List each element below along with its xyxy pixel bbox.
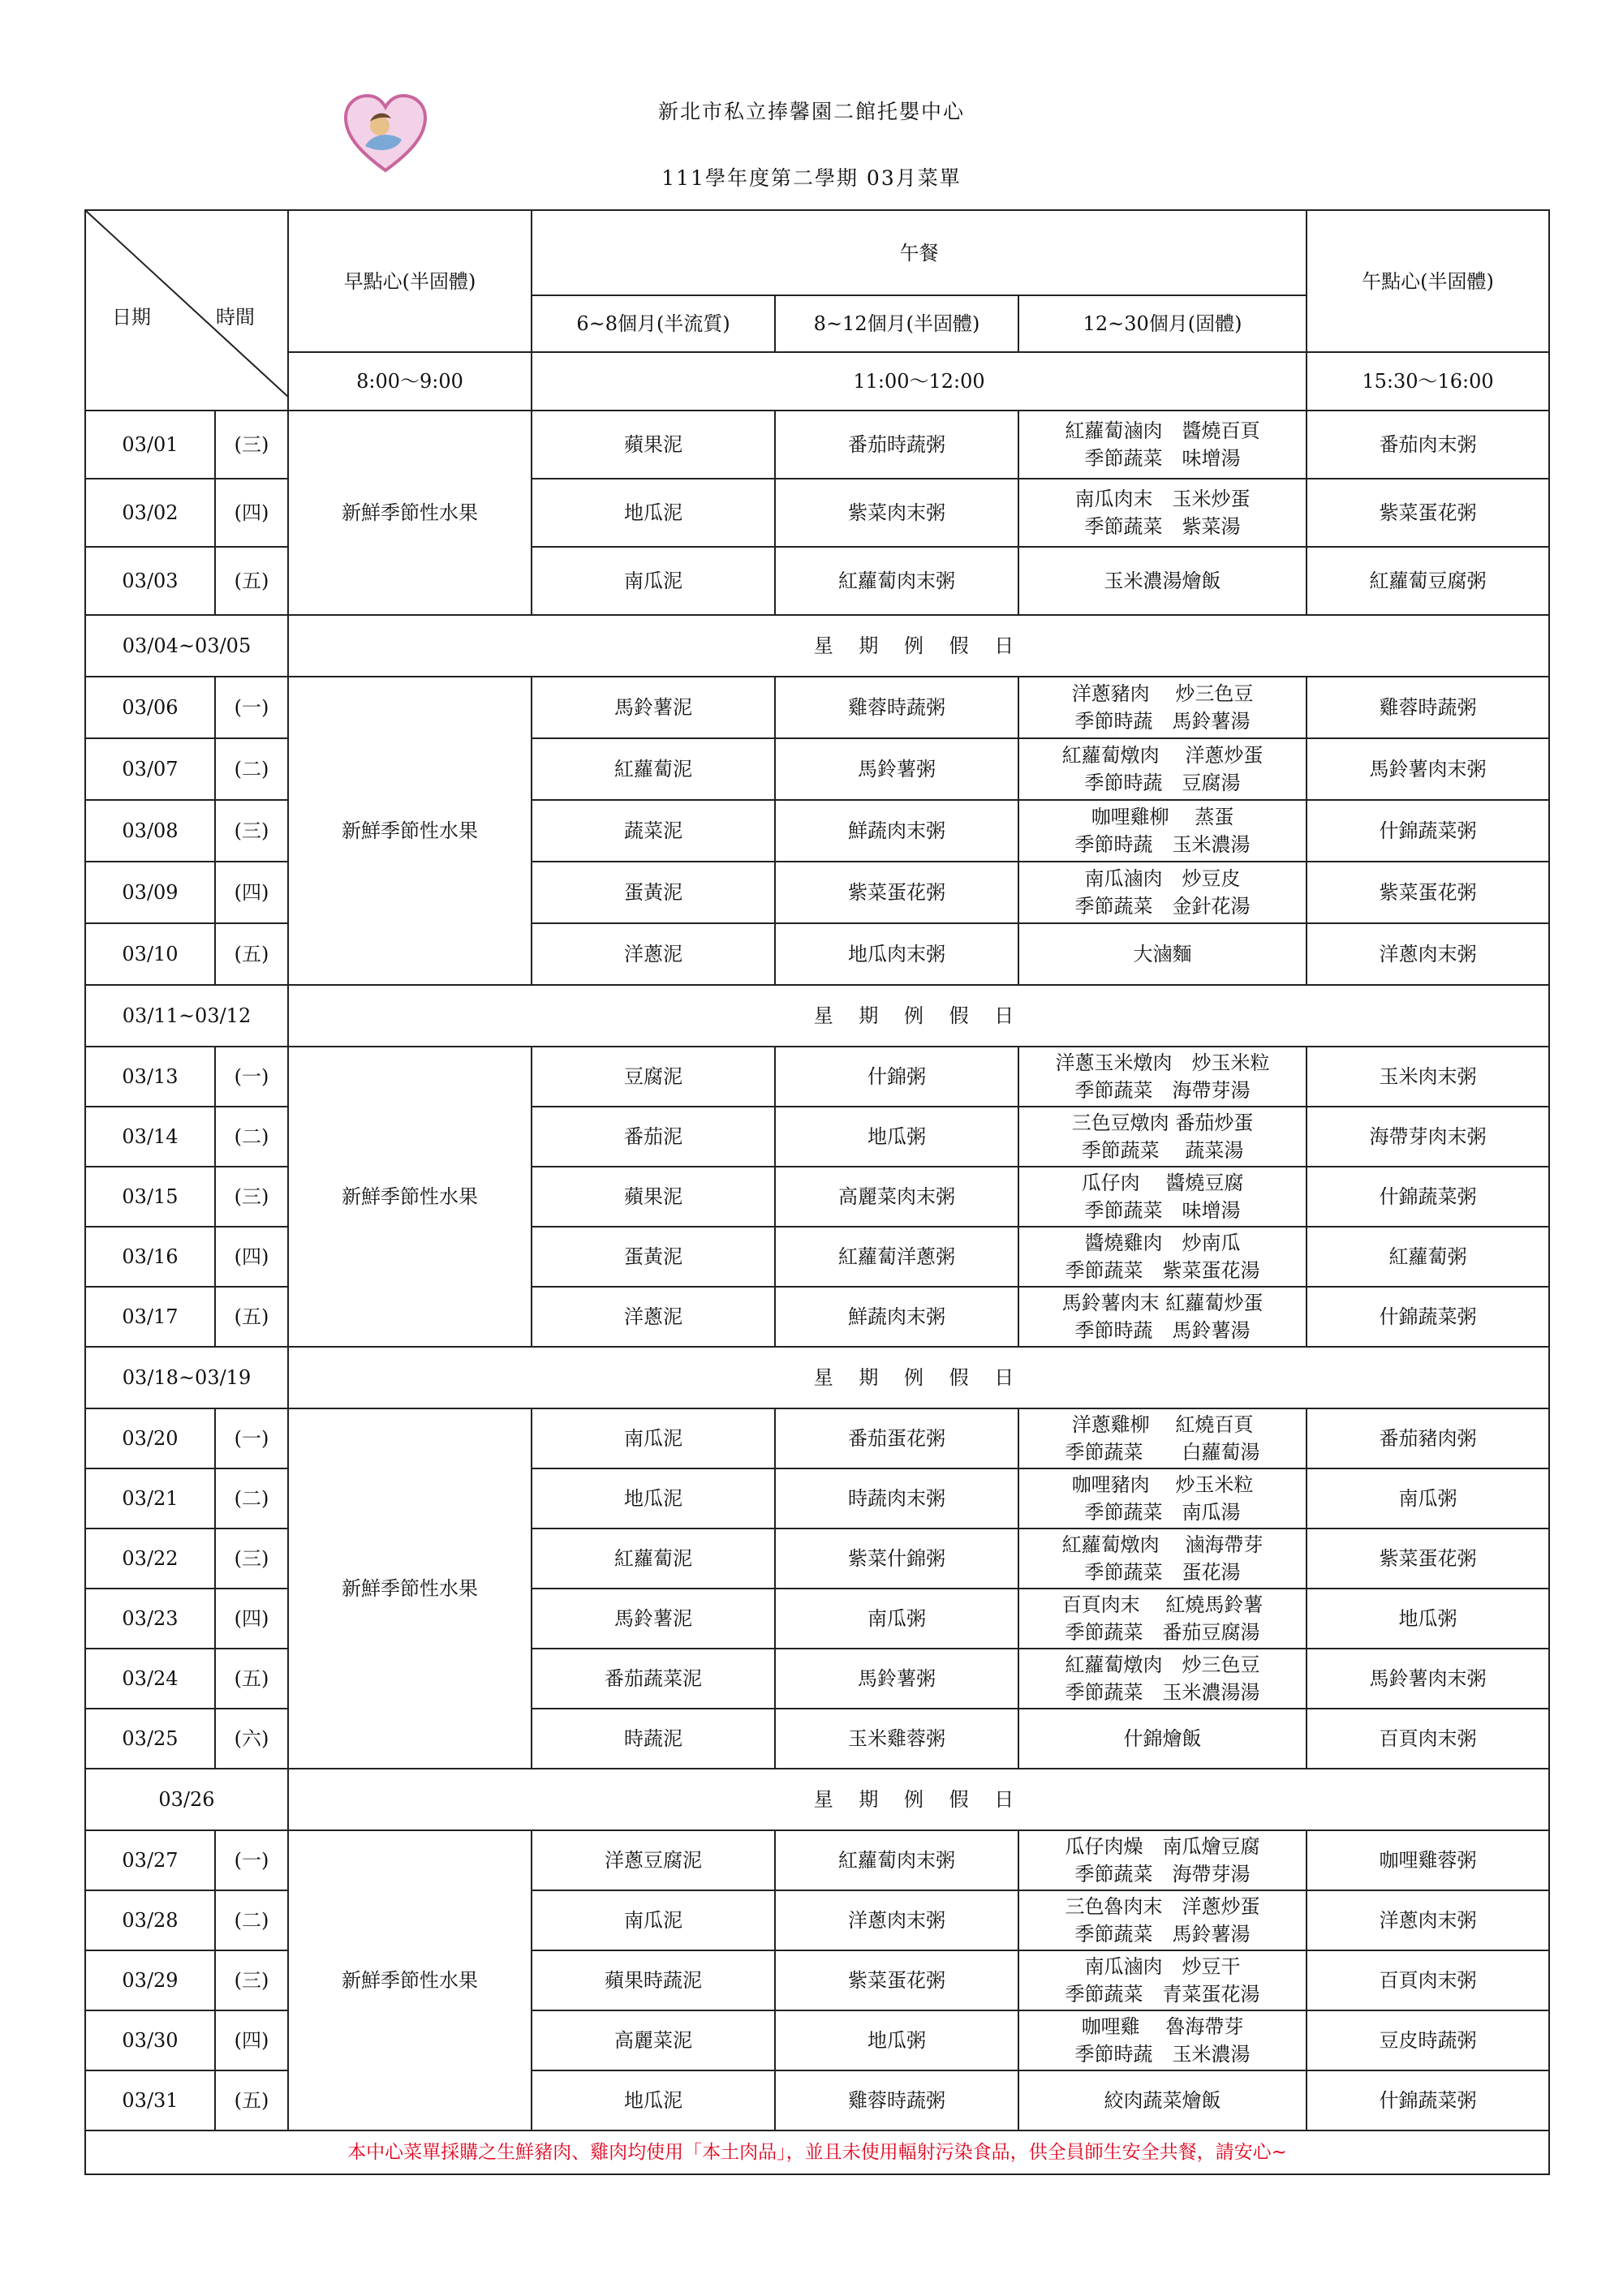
dish-line: 瓜仔肉 醬燒豆腐 — [1081, 1172, 1244, 1194]
holiday-label: 星 期 例 假 日 — [288, 615, 1549, 677]
breakfast-cell: 新鮮季節性水果 — [288, 1408, 532, 1769]
lunch-8-12-cell: 玉米雞蓉粥 — [775, 1709, 1018, 1769]
dish-line: 季節時蔬 馬鈴薯湯 — [1074, 1319, 1251, 1342]
lunch-8-12-cell: 地瓜肉末粥 — [775, 923, 1018, 985]
lunch-8-12-cell: 馬鈴薯粥 — [775, 1649, 1018, 1709]
dish-line: 季節蔬菜 青菜蛋花湯 — [1065, 1983, 1260, 2006]
holiday-date-range: 03/11~03/12 — [85, 985, 288, 1047]
breakfast-time: 8:00～9:00 — [288, 352, 532, 411]
weekday-cell: (一) — [215, 677, 288, 738]
date-cell: 03/22 — [85, 1529, 215, 1589]
dish-line: 季節蔬菜 蔬菜湯 — [1081, 1139, 1244, 1162]
lunch-6-8-cell: 番茄泥 — [532, 1107, 775, 1167]
breakfast-cell: 新鮮季節性水果 — [288, 1047, 532, 1347]
lunch-8-12-cell: 什錦粥 — [775, 1047, 1018, 1107]
lunch-6-8-cell: 番茄蔬菜泥 — [532, 1649, 775, 1709]
lunch-time: 11:00～12:00 — [532, 352, 1307, 411]
date-cell: 03/15 — [85, 1167, 215, 1227]
lunch-12-30-cell — [1018, 2010, 1307, 2070]
lunch-6-8-cell: 馬鈴薯泥 — [532, 677, 775, 738]
dish-line: 紅蘿蔔滷肉 醬燒百頁 — [1065, 419, 1260, 442]
dish-line: 季節蔬菜 味增湯 — [1084, 447, 1241, 470]
lunch-8-12-cell: 紫菜蛋花粥 — [775, 862, 1018, 923]
date-header: 日期 — [112, 306, 151, 329]
holiday-date-range: 03/04~03/05 — [85, 615, 288, 677]
afternoon-snack-cell: 咖哩雞蓉粥 — [1307, 1830, 1549, 1890]
lunch-6-8-cell: 時蔬泥 — [532, 1709, 775, 1769]
afternoon-snack-cell: 什錦蔬菜粥 — [1307, 2070, 1549, 2130]
lunch-12-30-cell — [1018, 862, 1307, 923]
weekday-cell: (一) — [215, 1408, 288, 1468]
weekday-cell: (五) — [215, 923, 288, 985]
weekday-cell: (三) — [215, 1950, 288, 2010]
date-cell: 03/23 — [85, 1589, 215, 1649]
dish-line: 南瓜滷肉 炒豆干 — [1084, 1955, 1241, 1978]
date-cell: 03/30 — [85, 2010, 215, 2070]
dish-line: 季節蔬菜 紫菜蛋花湯 — [1065, 1259, 1260, 1282]
date-cell: 03/10 — [85, 923, 215, 985]
lunch-12-30-cell — [1018, 1468, 1307, 1529]
weekday-cell: (四) — [215, 1227, 288, 1287]
weekday-cell: (三) — [215, 800, 288, 862]
lunch-12-30-cell — [1018, 1649, 1307, 1709]
afternoon-snack-cell: 洋蔥肉末粥 — [1307, 923, 1549, 985]
afternoon-snack-cell: 洋蔥肉末粥 — [1307, 1890, 1549, 1950]
lunch-6-8-cell: 馬鈴薯泥 — [532, 1589, 775, 1649]
lunch-6-8-cell: 南瓜泥 — [532, 1408, 775, 1468]
afternoon-snack-cell: 豆皮時蔬粥 — [1307, 2010, 1549, 2070]
dish-line: 季節蔬菜 馬鈴薯湯 — [1074, 1923, 1251, 1946]
date-cell: 03/02 — [85, 479, 215, 547]
weekday-cell: (二) — [215, 1107, 288, 1167]
lunch-12-30-cell — [1018, 1107, 1307, 1167]
table-row — [85, 411, 1549, 479]
dish-line: 什錦燴飯 — [1123, 1727, 1202, 1750]
lunch-header: 午餐 — [532, 210, 1307, 295]
dish-line: 三色魯肉末 洋蔥炒蛋 — [1065, 1895, 1260, 1918]
lunch-6-8-cell: 地瓜泥 — [532, 479, 775, 547]
lunch-8-12-cell: 鮮蔬肉末粥 — [775, 1287, 1018, 1347]
afternoon-time: 15:30～16:00 — [1307, 352, 1549, 411]
weekday-cell: (四) — [215, 479, 288, 547]
lunch-12-30-cell — [1018, 2070, 1307, 2130]
date-cell: 03/25 — [85, 1709, 215, 1769]
date-cell: 03/21 — [85, 1468, 215, 1529]
dish-line: 季節蔬菜 蛋花湯 — [1084, 1561, 1241, 1584]
lunch-12-30-cell — [1018, 479, 1307, 547]
dish-line: 大滷麵 — [1133, 943, 1192, 965]
lunch-8-12-cell: 紫菜蛋花粥 — [775, 1950, 1018, 2010]
breakfast-cell: 新鮮季節性水果 — [288, 677, 532, 985]
holiday-row — [85, 1769, 1549, 1830]
breakfast-cell: 新鮮季節性水果 — [288, 1830, 532, 2130]
dish-line: 紅蘿蔔燉肉 滷海帶芽 — [1061, 1533, 1264, 1556]
weekday-cell: (六) — [215, 1709, 288, 1769]
lunch-6-8-cell: 地瓜泥 — [532, 2070, 775, 2130]
date-time-corner — [85, 210, 288, 411]
lunch-8-12-header: 8~12個月(半固體) — [775, 295, 1018, 352]
dish-line: 紅蘿蔔燉肉 炒三色豆 — [1065, 1653, 1260, 1676]
dish-line: 季節蔬菜 番茄豆腐湯 — [1065, 1621, 1260, 1644]
table-row — [85, 1408, 1549, 1468]
menu-body — [85, 411, 1549, 2130]
afternoon-snack-cell: 紫菜蛋花粥 — [1307, 479, 1549, 547]
lunch-6-8-cell: 紅蘿蔔泥 — [532, 1529, 775, 1589]
holiday-label: 星 期 例 假 日 — [288, 1347, 1549, 1408]
lunch-12-30-cell — [1018, 923, 1307, 985]
lunch-6-8-cell: 南瓜泥 — [532, 1890, 775, 1950]
lunch-12-30-cell — [1018, 1227, 1307, 1287]
dish-line: 三色豆燉肉 番茄炒蛋 — [1071, 1111, 1254, 1134]
dish-line: 紅蘿蔔燉肉 洋蔥炒蛋 — [1061, 744, 1264, 767]
dish-line: 季節蔬菜 紫菜湯 — [1084, 515, 1241, 538]
lunch-8-12-cell: 紅蘿蔔肉末粥 — [775, 1830, 1018, 1890]
weekday-cell: (二) — [215, 1468, 288, 1529]
afternoon-snack-cell: 番茄豬肉粥 — [1307, 1408, 1549, 1468]
holiday-row — [85, 985, 1549, 1047]
dish-line: 季節蔬菜 味增湯 — [1084, 1199, 1241, 1222]
date-cell: 03/20 — [85, 1408, 215, 1468]
weekday-cell: (四) — [215, 1589, 288, 1649]
dish-line: 南瓜肉末 玉米炒蛋 — [1074, 488, 1251, 510]
lunch-8-12-cell: 雞蓉時蔬粥 — [775, 677, 1018, 738]
lunch-8-12-cell: 紅蘿蔔肉末粥 — [775, 547, 1018, 615]
holiday-row — [85, 615, 1549, 677]
holiday-label: 星 期 例 假 日 — [288, 985, 1549, 1047]
lunch-12-30-cell — [1018, 738, 1307, 800]
lunch-12-30-cell — [1018, 1529, 1307, 1589]
afternoon-snack-cell: 紅蘿蔔粥 — [1307, 1227, 1549, 1287]
dish-line: 洋蔥玉米燉肉 炒玉米粒 — [1055, 1051, 1270, 1074]
lunch-6-8-header: 6~8個月(半流質) — [532, 295, 775, 352]
lunch-8-12-cell: 鮮蔬肉末粥 — [775, 800, 1018, 862]
afternoon-snack-cell: 地瓜粥 — [1307, 1589, 1549, 1649]
lunch-12-30-cell — [1018, 1408, 1307, 1468]
afternoon-snack-cell: 什錦蔬菜粥 — [1307, 1167, 1549, 1227]
holiday-label: 星 期 例 假 日 — [288, 1769, 1549, 1830]
weekday-cell: (五) — [215, 547, 288, 615]
date-cell: 03/28 — [85, 1890, 215, 1950]
date-cell: 03/07 — [85, 738, 215, 800]
weekday-cell: (一) — [215, 1830, 288, 1890]
lunch-8-12-cell: 番茄時蔬粥 — [775, 411, 1018, 479]
lunch-12-30-cell — [1018, 1830, 1307, 1890]
weekday-cell: (五) — [215, 1649, 288, 1709]
dish-line: 馬鈴薯肉末 紅蘿蔔炒蛋 — [1061, 1292, 1264, 1314]
date-cell: 03/14 — [85, 1107, 215, 1167]
lunch-8-12-cell: 地瓜粥 — [775, 1107, 1018, 1167]
holiday-row — [85, 1347, 1549, 1408]
date-cell: 03/13 — [85, 1047, 215, 1107]
weekday-cell: (四) — [215, 862, 288, 923]
date-cell: 03/27 — [85, 1830, 215, 1890]
dish-line: 季節時蔬 馬鈴薯湯 — [1074, 710, 1251, 733]
weekday-cell: (一) — [215, 1047, 288, 1107]
food-safety-notice: 本中心菜單採購之生鮮豬肉、雞肉均使用「本土肉品」，並且未使用輻射污染食品，供全員師生安全共餐，請安心~ — [85, 2130, 1549, 2174]
lunch-6-8-cell: 蘋果時蔬泥 — [532, 1950, 775, 2010]
afternoon-snack-cell: 百頁肉末粥 — [1307, 1950, 1549, 2010]
lunch-8-12-cell: 洋蔥肉末粥 — [775, 1890, 1018, 1950]
dish-line: 季節時蔬 豆腐湯 — [1084, 772, 1241, 794]
lunch-12-30-cell — [1018, 1047, 1307, 1107]
lunch-6-8-cell: 蔬菜泥 — [532, 800, 775, 862]
holiday-date-range: 03/26 — [85, 1769, 288, 1830]
weekday-cell: (三) — [215, 1167, 288, 1227]
dish-line: 季節蔬菜 海帶芽湯 — [1074, 1863, 1251, 1885]
afternoon-snack-cell: 海帶芽肉末粥 — [1307, 1107, 1549, 1167]
lunch-12-30-cell — [1018, 800, 1307, 862]
lunch-12-30-cell — [1018, 411, 1307, 479]
lunch-8-12-cell: 馬鈴薯粥 — [775, 738, 1018, 800]
dish-line: 咖哩豬肉 炒玉米粒 — [1071, 1473, 1254, 1496]
menu-table — [84, 209, 1550, 2175]
lunch-6-8-cell: 高麗菜泥 — [532, 2010, 775, 2070]
dish-line: 洋蔥雞柳 紅燒百頁 — [1071, 1413, 1254, 1436]
dish-line: 南瓜滷肉 炒豆皮 — [1084, 867, 1241, 890]
afternoon-snack-cell: 紫菜蛋花粥 — [1307, 862, 1549, 923]
date-cell: 03/03 — [85, 547, 215, 615]
table-row — [85, 1830, 1549, 1890]
lunch-12-30-cell — [1018, 1890, 1307, 1950]
afternoon-snack-cell: 什錦蔬菜粥 — [1307, 1287, 1549, 1347]
lunch-6-8-cell: 蘋果泥 — [532, 1167, 775, 1227]
dish-line: 季節時蔬 玉米濃湯 — [1074, 833, 1251, 856]
weekday-cell: (五) — [215, 1287, 288, 1347]
weekday-cell: (四) — [215, 2010, 288, 2070]
lunch-12-30-cell — [1018, 1709, 1307, 1769]
lunch-6-8-cell: 洋蔥泥 — [532, 1287, 775, 1347]
afternoon-snack-cell: 番茄肉末粥 — [1307, 411, 1549, 479]
afternoon-snack-cell: 什錦蔬菜粥 — [1307, 800, 1549, 862]
afternoon-snack-header: 午點心(半固體) — [1307, 210, 1549, 352]
date-cell: 03/16 — [85, 1227, 215, 1287]
lunch-6-8-cell: 洋蔥豆腐泥 — [532, 1830, 775, 1890]
weekday-cell: (五) — [215, 2070, 288, 2130]
date-cell: 03/17 — [85, 1287, 215, 1347]
dish-line: 絞肉蔬菜燴飯 — [1104, 2089, 1221, 2112]
dish-line: 洋蔥豬肉 炒三色豆 — [1071, 682, 1254, 705]
dish-line: 醬燒雞肉 炒南瓜 — [1084, 1232, 1241, 1254]
weekday-cell: (三) — [215, 1529, 288, 1589]
afternoon-snack-cell: 玉米肉末粥 — [1307, 1047, 1549, 1107]
afternoon-snack-cell: 南瓜粥 — [1307, 1468, 1549, 1529]
dish-line: 咖哩雞 魯海帶芽 — [1081, 2015, 1244, 2038]
lunch-6-8-cell: 紅蘿蔔泥 — [532, 738, 775, 800]
table-row — [85, 677, 1549, 738]
lunch-8-12-cell: 雞蓉時蔬粥 — [775, 2070, 1018, 2130]
date-cell: 03/01 — [85, 411, 215, 479]
time-header: 時間 — [216, 306, 255, 329]
dish-line: 咖哩雞柳 蒸蛋 — [1091, 806, 1234, 828]
dish-line: 季節蔬菜 白蘿蔔湯 — [1065, 1441, 1260, 1464]
weekday-cell: (二) — [215, 738, 288, 800]
dish-line: 季節蔬菜 金針花湯 — [1074, 895, 1251, 918]
dish-line: 季節蔬菜 玉米濃湯湯 — [1065, 1681, 1260, 1704]
lunch-8-12-cell: 時蔬肉末粥 — [775, 1468, 1018, 1529]
lunch-12-30-cell — [1018, 1287, 1307, 1347]
lunch-12-30-cell — [1018, 1950, 1307, 2010]
lunch-12-30-cell — [1018, 1167, 1307, 1227]
afternoon-snack-cell: 雞蓉時蔬粥 — [1307, 677, 1549, 738]
holiday-date-range: 03/18~03/19 — [85, 1347, 288, 1408]
afternoon-snack-cell: 紫菜蛋花粥 — [1307, 1529, 1549, 1589]
lunch-8-12-cell: 高麗菜肉末粥 — [775, 1167, 1018, 1227]
menu-title: 111學年度第二學期 03月菜單 — [661, 166, 962, 190]
lunch-8-12-cell: 紅蘿蔔洋蔥粥 — [775, 1227, 1018, 1287]
lunch-12-30-cell — [1018, 1589, 1307, 1649]
dish-line: 瓜仔肉燥 南瓜燴豆腐 — [1065, 1835, 1260, 1858]
lunch-6-8-cell: 南瓜泥 — [532, 547, 775, 615]
lunch-6-8-cell: 洋蔥泥 — [532, 923, 775, 985]
weekday-cell: (三) — [215, 411, 288, 479]
lunch-8-12-cell: 番茄蛋花粥 — [775, 1408, 1018, 1468]
afternoon-snack-cell: 馬鈴薯肉末粥 — [1307, 1649, 1549, 1709]
dish-line: 玉米濃湯燴飯 — [1104, 570, 1221, 592]
breakfast-cell: 新鮮季節性水果 — [288, 411, 532, 615]
date-cell: 03/08 — [85, 800, 215, 862]
date-cell: 03/06 — [85, 677, 215, 738]
dish-line: 季節時蔬 玉米濃湯 — [1074, 2043, 1251, 2066]
lunch-12-30-cell — [1018, 677, 1307, 738]
afternoon-snack-cell: 馬鈴薯肉末粥 — [1307, 738, 1549, 800]
lunch-8-12-cell: 南瓜粥 — [775, 1589, 1018, 1649]
lunch-6-8-cell: 地瓜泥 — [532, 1468, 775, 1529]
page-header — [0, 0, 1623, 203]
date-cell: 03/24 — [85, 1649, 215, 1709]
lunch-6-8-cell: 豆腐泥 — [532, 1047, 775, 1107]
breakfast-header: 早點心(半固體) — [288, 210, 532, 352]
dish-line: 季節蔬菜 南瓜湯 — [1084, 1501, 1241, 1524]
lunch-12-30-cell — [1018, 547, 1307, 615]
dish-line: 百頁肉末 紅燒馬鈴薯 — [1061, 1593, 1264, 1616]
afternoon-snack-cell: 百頁肉末粥 — [1307, 1709, 1549, 1769]
lunch-8-12-cell: 地瓜粥 — [775, 2010, 1018, 2070]
date-cell: 03/29 — [85, 1950, 215, 2010]
school-name: 新北市私立捧馨園二館托嬰中心 — [657, 100, 965, 123]
dish-line: 季節蔬菜 海帶芽湯 — [1074, 1079, 1251, 1102]
lunch-6-8-cell: 蛋黃泥 — [532, 1227, 775, 1287]
lunch-12-30-header: 12~30個月(固體) — [1018, 295, 1307, 352]
lunch-6-8-cell: 蘋果泥 — [532, 411, 775, 479]
lunch-8-12-cell: 紫菜肉末粥 — [775, 479, 1018, 547]
lunch-8-12-cell: 紫菜什錦粥 — [775, 1529, 1018, 1589]
date-cell: 03/09 — [85, 862, 215, 923]
lunch-6-8-cell: 蛋黃泥 — [532, 862, 775, 923]
date-cell: 03/31 — [85, 2070, 215, 2130]
table-row — [85, 1047, 1549, 1107]
afternoon-snack-cell: 紅蘿蔔豆腐粥 — [1307, 547, 1549, 615]
weekday-cell: (二) — [215, 1890, 288, 1950]
